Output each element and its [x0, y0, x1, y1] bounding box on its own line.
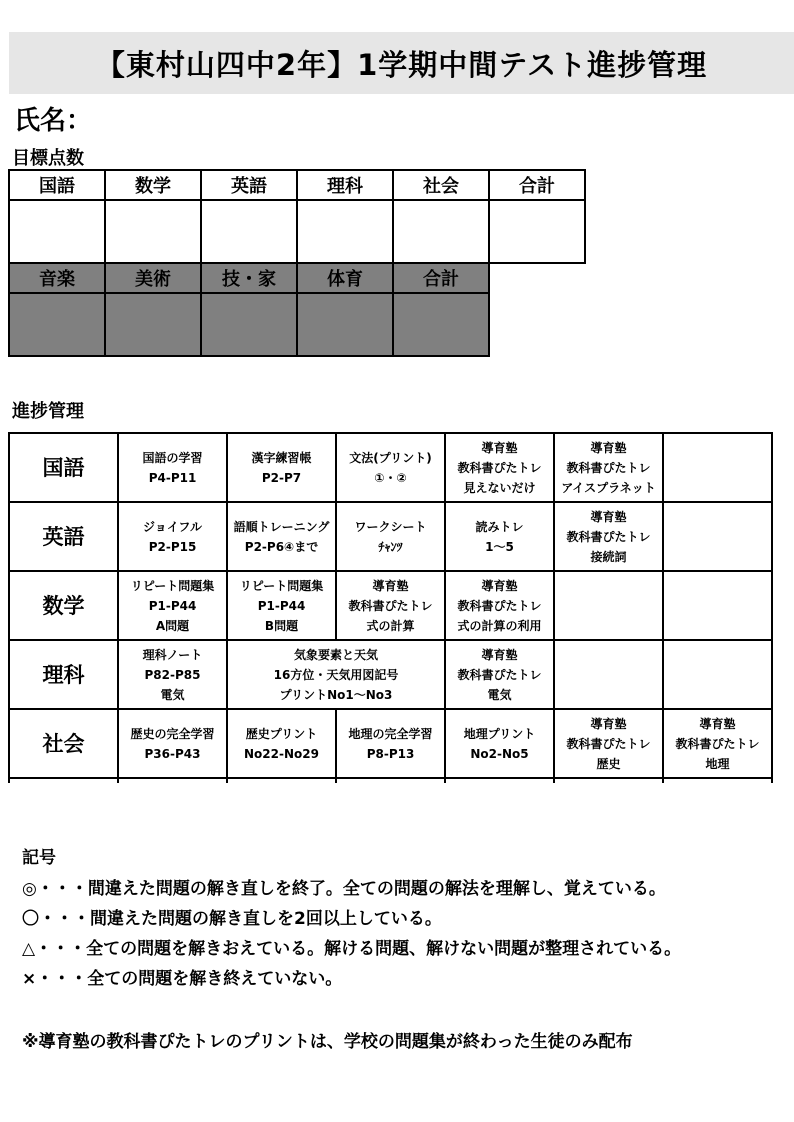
progress-task-cell — [227, 433, 336, 502]
legend-note: ※導育塾の教科書ぴたトレのプリントは、学校の問題集が終わった生徒のみ配布 — [22, 1032, 633, 1052]
progress-task-cell — [554, 709, 663, 778]
legend-item-double-circle: ◎・・・間違えた問題の解き直しを終了。全ての問題の解法を理解し、覚えている。 — [22, 879, 666, 899]
goal-header-english: 英語 — [201, 170, 297, 200]
progress-task-line: 文法(プリント) — [349, 450, 432, 465]
progress-task-line: P1-P44 — [257, 598, 306, 613]
progress-task-line: 教科書ぴたトレ — [457, 460, 542, 475]
progress-task-cell — [445, 571, 554, 640]
progress-task-cell — [227, 709, 336, 778]
legend-heading: 記号 — [22, 848, 56, 868]
progress-task-line: P2-P6④まで — [244, 539, 319, 554]
goal-input-total-sub[interactable] — [393, 293, 489, 356]
progress-task-cell — [118, 640, 227, 709]
progress-task-line: 導育塾 — [481, 578, 518, 593]
goal-header-music: 音楽 — [9, 263, 105, 293]
progress-empty-cell — [554, 640, 663, 709]
goal-header-tech-home: 技・家 — [201, 263, 297, 293]
progress-cutoff-cell — [554, 778, 663, 783]
progress-task-line: ﾁｬﾝﾂ — [378, 539, 403, 554]
progress-task-cell — [336, 502, 445, 571]
progress-empty-cell — [663, 433, 772, 502]
progress-task-line: 国語の学習 — [142, 450, 203, 465]
progress-subject: 数学 — [9, 571, 118, 640]
progress-task-line: P4-P11 — [148, 470, 197, 485]
progress-task-line: 導育塾 — [481, 440, 518, 455]
progress-task-cell — [445, 709, 554, 778]
progress-empty-cell — [663, 640, 772, 709]
progress-task-line: 教科書ぴたトレ — [566, 736, 651, 751]
goal-header-pe: 体育 — [297, 263, 393, 293]
progress-task-line: P2-P15 — [148, 539, 197, 554]
progress-cutoff-row — [9, 778, 772, 783]
progress-task-cell — [336, 571, 445, 640]
legend-item-circle: 〇・・・間違えた問題の解き直しを2回以上している。 — [22, 909, 442, 929]
progress-subject: 国語 — [9, 433, 118, 502]
progress-task-cell — [118, 433, 227, 502]
legend-item-triangle: △・・・全ての問題を解きおえている。解ける問題、解けない問題が整理されている。 — [22, 939, 682, 959]
progress-task-line: 見えないだけ — [463, 480, 536, 495]
progress-task-cell — [227, 640, 445, 709]
progress-task-line: 教科書ぴたトレ — [457, 667, 542, 682]
progress-task-cell — [227, 502, 336, 571]
progress-task-cell — [663, 709, 772, 778]
progress-task-line: P1-P44 — [148, 598, 197, 613]
progress-task-line: 導育塾 — [590, 440, 627, 455]
goal-input-english[interactable] — [201, 200, 297, 263]
progress-cutoff-cell — [9, 778, 118, 783]
progress-task-line: リピート問題集 — [130, 578, 215, 593]
progress-task-line: 導育塾 — [699, 716, 736, 731]
progress-task-line: No2-No5 — [470, 746, 529, 761]
progress-cutoff-cell — [336, 778, 445, 783]
progress-cutoff-cell — [445, 778, 554, 783]
goal-input-japanese[interactable] — [9, 200, 105, 263]
progress-task-line: 歴史の完全学習 — [130, 726, 215, 741]
progress-task-line: 式の計算の利用 — [457, 618, 542, 633]
goal-input-tech-home[interactable] — [201, 293, 297, 356]
goal-header-social: 社会 — [393, 170, 489, 200]
progress-task-cell — [118, 709, 227, 778]
goal-score-table — [8, 169, 586, 357]
legend-item-cross: ×・・・全ての問題を解き終えていない。 — [22, 969, 343, 989]
progress-task-cell — [227, 571, 336, 640]
progress-row — [9, 709, 772, 778]
goal-input-science[interactable] — [297, 200, 393, 263]
goal-input-art[interactable] — [105, 293, 201, 356]
progress-row — [9, 640, 772, 709]
progress-task-line: ジョイフル — [143, 519, 202, 534]
progress-task-line: 導育塾 — [372, 578, 409, 593]
progress-row — [9, 502, 772, 571]
progress-empty-cell — [663, 502, 772, 571]
page-title: 【東村山四中2年】1学期中間テスト進捗管理 — [9, 32, 794, 94]
goal-input-math[interactable] — [105, 200, 201, 263]
progress-task-line: P2-P7 — [261, 470, 302, 485]
progress-task-line: 導育塾 — [590, 509, 627, 524]
goal-input-social[interactable] — [393, 200, 489, 263]
progress-task-line: 地理プリント — [463, 726, 536, 741]
progress-task-line: 歴史 — [596, 756, 621, 771]
progress-task-cell — [445, 433, 554, 502]
progress-task-line: 電気 — [487, 687, 512, 702]
goal-spacer — [489, 263, 585, 293]
progress-task-line: リピート問題集 — [239, 578, 324, 593]
progress-task-line: アイスプラネット — [561, 480, 656, 495]
progress-empty-cell — [554, 571, 663, 640]
progress-task-cell — [445, 640, 554, 709]
progress-row — [9, 433, 772, 502]
goal-spacer — [489, 293, 585, 356]
progress-task-line: P8-P13 — [366, 746, 415, 761]
progress-empty-cell — [663, 571, 772, 640]
progress-row — [9, 571, 772, 640]
progress-task-line: 導育塾 — [590, 716, 627, 731]
progress-subject: 英語 — [9, 502, 118, 571]
goal-header-japanese: 国語 — [9, 170, 105, 200]
progress-task-line: プリントNo1～No3 — [279, 687, 393, 702]
progress-subject: 理科 — [9, 640, 118, 709]
progress-task-line: 教科書ぴたトレ — [566, 529, 651, 544]
goal-input-music[interactable] — [9, 293, 105, 356]
student-name-label: 氏名： — [14, 106, 93, 136]
progress-task-line: B問題 — [264, 618, 299, 633]
progress-task-line: 接続詞 — [590, 549, 627, 564]
progress-cutoff-cell — [663, 778, 772, 783]
progress-task-line: 地理 — [705, 756, 730, 771]
progress-task-cell — [118, 502, 227, 571]
progress-task-cell — [118, 571, 227, 640]
goal-header-math: 数学 — [105, 170, 201, 200]
progress-task-line: 漢字練習帳 — [251, 450, 312, 465]
progress-task-line: 教科書ぴたトレ — [457, 598, 542, 613]
progress-task-line: 1～5 — [485, 539, 514, 554]
progress-task-line: 歴史プリント — [245, 726, 318, 741]
progress-task-line: 気象要素と天気 — [293, 647, 378, 662]
progress-task-cell — [445, 502, 554, 571]
progress-table — [8, 432, 773, 783]
goal-header-science: 理科 — [297, 170, 393, 200]
progress-task-cell — [336, 433, 445, 502]
goal-input-total-main[interactable] — [489, 200, 585, 263]
progress-task-cell — [336, 709, 445, 778]
progress-task-line: No22-No29 — [244, 746, 319, 761]
progress-task-line: 教科書ぴたトレ — [348, 598, 433, 613]
progress-task-line: 読みトレ — [475, 519, 524, 534]
progress-task-line: 電気 — [160, 687, 185, 702]
progress-task-line: P82-P85 — [144, 667, 201, 682]
progress-task-line: 教科書ぴたトレ — [675, 736, 760, 751]
progress-task-line: 教科書ぴたトレ — [566, 460, 651, 475]
goal-section-label: 目標点数 — [12, 148, 84, 169]
progress-subject: 社会 — [9, 709, 118, 778]
progress-task-line: 式の計算 — [366, 618, 415, 633]
progress-task-line: ワークシート — [354, 519, 427, 534]
progress-section-label: 進捗管理 — [12, 401, 84, 422]
progress-task-line: 理科ノート — [142, 647, 203, 662]
progress-task-line: 地理の完全学習 — [348, 726, 433, 741]
progress-task-line: ①・② — [374, 470, 407, 485]
goal-input-pe[interactable] — [297, 293, 393, 356]
goal-header-art: 美術 — [105, 263, 201, 293]
progress-task-line: A問題 — [155, 618, 190, 633]
progress-task-line: 語順トレーニング — [233, 519, 330, 534]
goal-header-total-main: 合計 — [489, 170, 585, 200]
progress-task-line: 16方位・天気用図記号 — [273, 667, 399, 682]
progress-cutoff-cell — [227, 778, 336, 783]
progress-task-cell — [554, 433, 663, 502]
progress-cutoff-cell — [118, 778, 227, 783]
progress-task-cell — [554, 502, 663, 571]
goal-header-total-sub: 合計 — [393, 263, 489, 293]
progress-task-line: 導育塾 — [481, 647, 518, 662]
progress-task-line: P36-P43 — [144, 746, 201, 761]
